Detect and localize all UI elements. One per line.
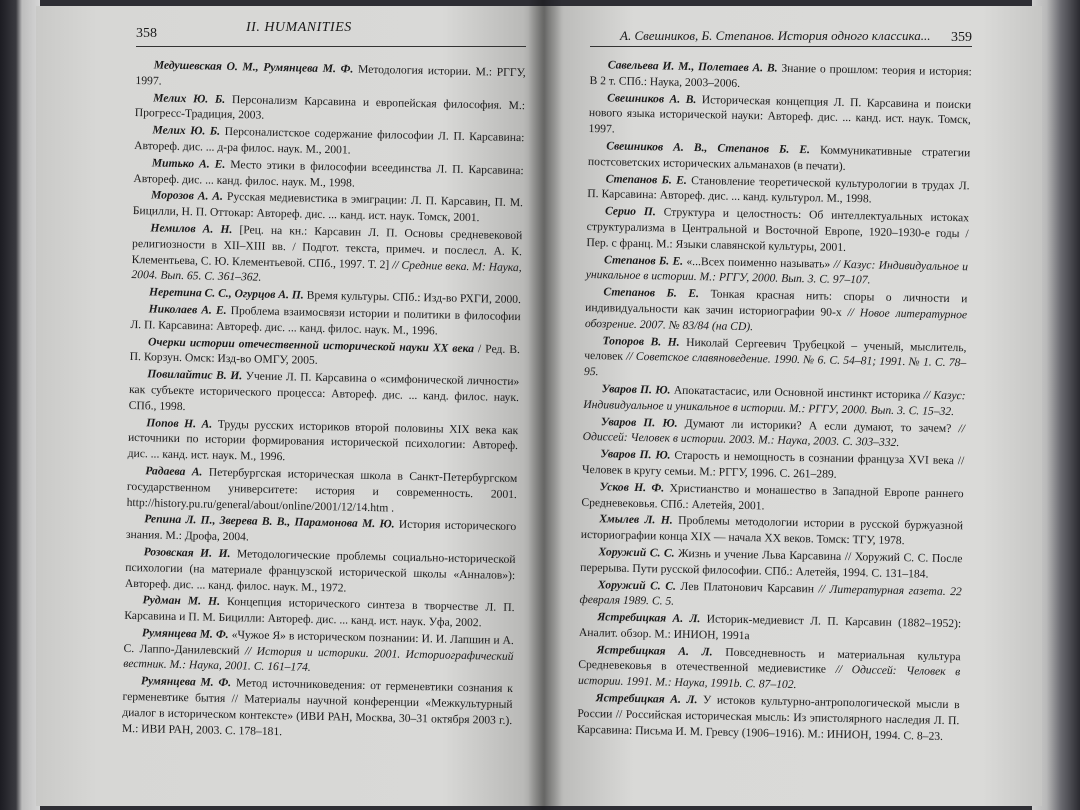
bibliography-entry bbox=[586, 203, 969, 258]
bibliography-entry bbox=[588, 90, 971, 145]
entry-text: Повседневность и материальная культура Средневековья в отечественной медиевистике bbox=[578, 645, 961, 677]
entry-text: «Чужое Я» в историческом познании: И. И. Лапшин и А. С. Лаппо-Данилевский bbox=[123, 628, 515, 657]
entry-author: Хоружий С. С. bbox=[597, 577, 677, 593]
entry-author: Уваров П. Ю. bbox=[600, 414, 678, 430]
right-running-head: А. Свешников, Б. Степанов. История одного классика... bbox=[620, 28, 931, 43]
entry-author: Ястребицкая А. Л. bbox=[597, 610, 701, 626]
entry-text: Жизнь и учение Льва Карсавина // Хоружий С. С. После перерыва. Пути русской философии. СПб.: Алетейя, 1994. С. 131–184. bbox=[580, 546, 963, 581]
entry-source: // История и историки. 2001. Историографический вестник. М.: Наука, 2001. С. 161–174. bbox=[123, 644, 514, 675]
entry-text: Место этики в философии всеединства Л. П. Карсавина: Автореф. дис. ... канд. филос. наук. М., 1998. bbox=[133, 157, 524, 190]
left-page bbox=[36, 6, 544, 806]
right-page-header bbox=[590, 20, 972, 47]
entry-author: Уваров П. Ю. bbox=[600, 447, 671, 462]
entry-text: Старость и немощность в сознании француза XVI века // Человек в кругу семьи. М.: РГГУ, 1996. С. 261–289. bbox=[581, 448, 965, 481]
entry-author: Радаева А. bbox=[145, 464, 203, 479]
entry-author: Румянцева М. Ф. bbox=[141, 626, 229, 641]
right-bibliography-list bbox=[577, 57, 972, 745]
entry-text: / Ред. В. П. Корзун. Омск: Изд-во ОМГУ, 2005. bbox=[129, 341, 521, 368]
left-bibliography-list bbox=[122, 57, 526, 744]
bibliography-entry bbox=[577, 690, 960, 745]
entry-author: Морозов А. А. bbox=[150, 188, 224, 204]
entry-source: // Литературная газета. 22 февраля 1989. С. 5. bbox=[579, 581, 962, 609]
entry-text: История исторического знания. М.: Дрофа, 2004. bbox=[125, 517, 517, 544]
entry-text: [Рец. на кн.: Карсавин Л. П. Основы средневековой религиозности в XII–XIII вв. / Подгот. текста, примеч. и послесл. А. К. Клементьева, С. Ю. Клементьевой. СПб., 1997. Т. 2] bbox=[131, 223, 523, 271]
entry-author: Топоров В. Н. bbox=[602, 333, 680, 349]
entry-author: Повилайтис В. И. bbox=[147, 367, 243, 383]
entry-author: Савельева И. М., Полетаев А. В. bbox=[607, 58, 778, 75]
bibliography-entry bbox=[125, 544, 516, 600]
entry-author: Медушевская О. М., Румянцева М. Ф. bbox=[153, 58, 354, 76]
entry-text: Христианство и монашество в Западной Европе раннего Средневековья. СПб.: Алетейя, 2001. bbox=[581, 481, 964, 512]
left-page-header bbox=[136, 20, 526, 47]
entry-author: Ястребицкая А. Л. bbox=[595, 691, 698, 707]
right-page-number: 359 bbox=[951, 30, 972, 45]
entry-text: Проблема взаимосвязи истории и политики в философии Л. П. Карсавина: Автореф. дис. ... канд. филос. наук. М., 1996. bbox=[130, 303, 521, 338]
bibliography-entry bbox=[123, 625, 514, 681]
entry-author: Хмылев Л. Н. bbox=[599, 512, 673, 527]
entry-author: Степанов Б. Е. bbox=[605, 171, 687, 187]
entry-text: Методология истории. М.: РГГУ, 1997. bbox=[135, 62, 526, 88]
entry-author: Румянцева М. Ф. bbox=[140, 674, 232, 690]
entry-text: Концепция исторического синтеза в творчестве Л. П. Карсавина и П. М. Бицилли: Автореф. дис. ... канд. ист. наук. Уфа, 2002. bbox=[124, 595, 515, 630]
entry-text: Методологические проблемы социально-исторической психологии (на материале французской исторической школы «Анналов»): Автореф. дис. ... канд. филос. наук. М., 1972. bbox=[124, 547, 516, 595]
bibliography-entry bbox=[578, 642, 961, 697]
entry-author: Николаев А. Е. bbox=[148, 302, 227, 317]
entry-text: Коммуникативные стратегии постсоветских исторических альманахов (в печати). bbox=[587, 143, 971, 173]
entry-text: Знание о прошлом: теория и история: В 2 т. СПб.: Наука, 2003–2006. bbox=[589, 61, 972, 90]
entry-source: // Новое литературное обозрение. 2007. № 83/84 (на CD). bbox=[584, 305, 968, 333]
entry-author: Розовская И. И. bbox=[143, 545, 231, 560]
entry-text: Учение Л. П. Карсавина о «симфонической личности» как субъекте исторического процесса: Автореф. дис. ... канд. филос. наук. СПб., 1998. bbox=[128, 369, 520, 413]
entry-author: Митько А. Е. bbox=[151, 156, 226, 171]
entry-source: // Средние века. М: Наука, 2004. Вып. 65. С. 361–362. bbox=[131, 257, 522, 285]
entry-text: Лев Платонович Карсавин bbox=[680, 579, 815, 595]
entry-text: Тонкая красная нить: споры о личности и индивидуальности как зачин историографии 90-х bbox=[585, 287, 968, 319]
bibliography-entry bbox=[122, 673, 513, 744]
entry-text: Структура и целостность: Об интеллектуальных истоках структурализма в Центральной и Восточной Европе, 1920–1930-е годы / Пер. с франц. М.: Языки славянской культуры, 2001. bbox=[586, 205, 970, 254]
entry-text: Историческая концепция Л. П. Карсавина и поиски нового языка исторической науки: Автореф. дис. ... канд. ист. наук. Томск, 1997. bbox=[588, 92, 972, 136]
entry-author: Неретина С. С., Огурцов А. П. bbox=[148, 285, 304, 302]
entry-text: Проблемы методологии истории в русской буржуазной историографии конца XIX — начала XX веков. Томск: ТГУ, 1978. bbox=[580, 514, 964, 548]
entry-text: Метод источниковедения: от герменевтики сознания к герменевтике бытия // Материалы научной конференции «Межкультурный диалог в историческом контексте» (ИВИ РАН, Москва, 30–31 октября 2003 г.). М.: ИВИ РАН, 2003. С. 178–181. bbox=[121, 676, 513, 738]
entry-author: Рудман М. Н. bbox=[142, 593, 221, 609]
left-running-head: II. HUMANITIES bbox=[246, 20, 352, 35]
entry-text: Петербургская историческая школа в Санкт-Петербургском государственном университете: история и современность. 2001. http://history.pu.ru/general/about/online/2001/12/14.htm . bbox=[126, 465, 518, 515]
bibliography-entry bbox=[584, 332, 967, 387]
entry-source: // Казус: Индивидуальное и уникальное в истории. М.: РГГУ, 2000. Вып. 3. С. 97–107. bbox=[585, 257, 969, 287]
entry-author: Ястребицкая А. Л. bbox=[596, 642, 713, 659]
entry-author: Хоружий С. С. bbox=[598, 545, 675, 560]
entry-text: У истоков культурно-антропологической мысли в России // Российская историческая мысль: Из эпистолярного наследия Л. П. Карсавина: Письма И. М. Гревсу (1906–1916). М.: ИНИОН, 1994. С. 8–23. bbox=[576, 693, 960, 743]
entry-source: // Одиссей: Человек в истории. 2003. М.: Наука, 2003. С. 303–332. bbox=[582, 421, 966, 450]
bibliography-entry bbox=[585, 284, 968, 339]
entry-text: Русская медиевистика в эмиграции: Л. П. Карсавин, П. М. Бицилли, Н. П. Оттокар: Автореф. дис. ... канд. ист. наук. Томск, 2001. bbox=[132, 190, 524, 225]
entry-text: «...Всех поименно называть» bbox=[686, 254, 831, 271]
bibliography-entry bbox=[129, 366, 520, 422]
entry-author: Уваров П. Ю. bbox=[601, 382, 671, 397]
entry-source: // Советское славяноведение. 1990. № 6. С. 54–81; 1991. № 1. С. 78–95. bbox=[583, 350, 967, 379]
right-page bbox=[544, 6, 1042, 806]
bibliography-entry bbox=[128, 414, 519, 470]
left-page-number: 358 bbox=[136, 26, 157, 41]
entry-text: Николай Сергеевич Трубецкой – ученый, мыслитель, человек bbox=[584, 335, 967, 364]
entry-source: // Одиссей: Человек в истории. 1991. М.: Наука, 1991b. С. 87–102. bbox=[577, 663, 961, 692]
entry-text: Становление теоретической культурологии в трудах Л. П. Карсавина: Автореф. дис. ... канд. культурол. М., 1998. bbox=[587, 173, 970, 206]
entry-author: Свешников А. В. bbox=[607, 90, 697, 106]
entry-author: Усков Н. Ф. bbox=[599, 479, 665, 495]
entry-author: Степанов Б. Е. bbox=[603, 252, 684, 268]
entry-text: Время культуры. СПб.: Изд-во РХГИ, 2000. bbox=[306, 288, 522, 307]
bibliography-entry bbox=[127, 463, 518, 519]
entry-author: Немилов А. Н. bbox=[150, 221, 233, 237]
book-edge-left bbox=[0, 0, 40, 810]
entry-text: Думают ли историки? А если думают, то зачем? bbox=[684, 416, 952, 435]
entry-text: Труды русских историков второй половины XIX века как источники по истории формирования исторической психологии: Автореф. дис. ... канд. ист. наук. М., 1996. bbox=[127, 417, 519, 464]
entry-text: Персонализм Карсавина и европейская философия. М.: Прогресс-Традиция, 2003. bbox=[134, 92, 526, 123]
entry-author: Попов Н. А. bbox=[146, 415, 213, 431]
entry-author: Мелих Ю. Б. bbox=[153, 90, 226, 106]
entry-text: Историк-медиевист Л. П. Карсавин (1882–1952): Аналит. обзор. М.: ИНИОН, 1991а bbox=[578, 612, 962, 643]
bibliography-entry bbox=[131, 220, 522, 291]
entry-author: Репина Л. П., Зверева В. В., Парамонова М. Ю. bbox=[144, 512, 395, 531]
entry-author: Серио П. bbox=[604, 204, 656, 219]
entry-text: Апокатастасис, или Основной инстинкт историка bbox=[673, 383, 921, 402]
entry-author: Свешников А. В., Степанов Б. Е. bbox=[606, 139, 811, 157]
entry-author: Мелих Ю. Б. bbox=[152, 123, 221, 138]
entry-author: Степанов Б. Е. bbox=[603, 285, 700, 301]
entry-source: // Казус: Индивидуальное и уникальное в истории. М.: РГГУ, 2000. Вып. 3. С. 15–32. bbox=[583, 388, 966, 418]
entry-text: Персоналистское содержание философии Л. П. Карсавина: Автореф. дис. ... д-ра филос. наук. М., 2001. bbox=[134, 125, 525, 157]
entry-author: Очерки истории отечественной исторической науки XX века bbox=[147, 334, 475, 355]
